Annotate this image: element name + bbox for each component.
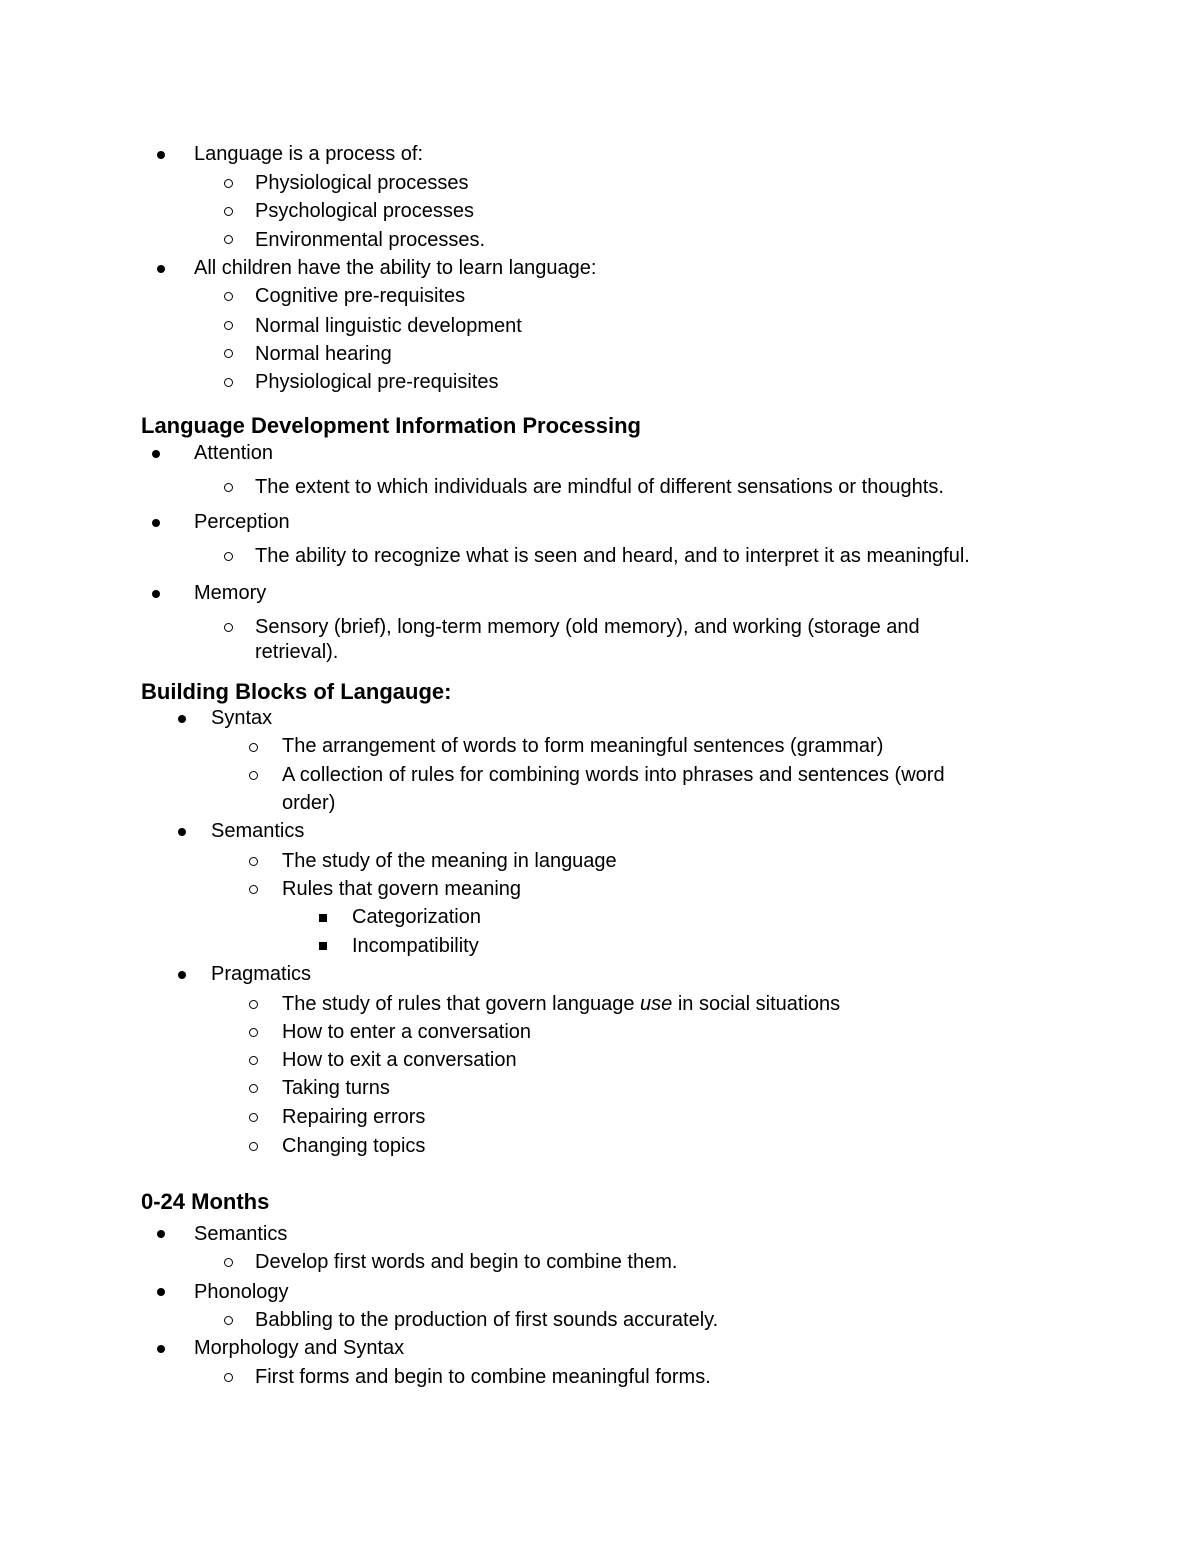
bullet-disc-icon	[178, 828, 186, 836]
sub-item-text-continued: retrieval).	[255, 641, 339, 663]
subsub-item-text: Categorization	[352, 906, 481, 928]
emphasis-text: use	[640, 993, 673, 1015]
list-item-text: Morphology and Syntax	[194, 1337, 405, 1359]
bullet-disc-icon	[152, 519, 160, 527]
bullet-circle-icon	[249, 1084, 258, 1093]
bullet-circle-icon	[224, 321, 233, 330]
bullet-circle-icon	[224, 235, 233, 244]
bullet-disc-icon	[157, 1230, 165, 1238]
sub-item-text: Repairing errors	[282, 1106, 426, 1128]
sub-item-text-continued: order)	[282, 792, 336, 814]
bullet-disc-icon	[157, 151, 165, 159]
text-run: The study of rules that govern language	[282, 993, 641, 1015]
bullet-square-icon	[319, 942, 327, 950]
bullet-circle-icon	[249, 743, 258, 752]
list-item-text: Pragmatics	[211, 963, 312, 985]
sub-item-text: Psychological processes	[255, 200, 474, 222]
list-item-text: All children have the ability to learn language:	[194, 257, 597, 279]
list-item-text: Syntax	[211, 707, 273, 729]
sub-item-text: Physiological processes	[255, 172, 469, 194]
list-item-text: Attention	[194, 442, 273, 464]
list-item-text: Memory	[194, 582, 267, 604]
sub-item-text: Sensory (brief), long-term memory (old memory), and working (storage and	[255, 616, 920, 638]
sub-item-text: Babbling to the production of first sounds accurately.	[255, 1309, 719, 1331]
bullet-circle-icon	[249, 1113, 258, 1122]
bullet-circle-icon	[224, 623, 233, 632]
sub-item-text: The ability to recognize what is seen and heard, and to interpret it as meaningful.	[255, 545, 970, 567]
sub-item-text: The study of the meaning in language	[282, 850, 617, 872]
bullet-circle-icon	[224, 552, 233, 561]
sub-item-text: A collection of rules for combining words into phrases and sentences (word	[282, 764, 945, 786]
sub-item-text: The extent to which individuals are mindful of different sensations or thoughts.	[255, 476, 944, 498]
sub-item-text: Changing topics	[282, 1135, 426, 1157]
sub-item-text: Cognitive pre-requisites	[255, 285, 466, 307]
list-item-text: Semantics	[194, 1223, 288, 1245]
bullet-circle-icon	[224, 1373, 233, 1382]
list-item-text: Semantics	[211, 820, 305, 842]
bullet-circle-icon	[224, 179, 233, 188]
list-item-text: Perception	[194, 511, 290, 533]
bullet-disc-icon	[157, 1288, 165, 1296]
bullet-circle-icon	[224, 378, 233, 387]
sub-item-text: The arrangement of words to form meaningful sentences (grammar)	[282, 735, 884, 757]
sub-item-text: Normal linguistic development	[255, 315, 522, 337]
bullet-square-icon	[319, 914, 327, 922]
bullet-circle-icon	[249, 857, 258, 866]
bullet-circle-icon	[224, 292, 233, 301]
sub-item-text: How to enter a conversation	[282, 1021, 532, 1043]
sub-item-text: Develop first words and begin to combine them.	[255, 1251, 678, 1273]
text-run: in social situations	[672, 993, 841, 1015]
section-heading: Building Blocks of Langauge:	[141, 679, 452, 704]
sub-item-text: How to exit a conversation	[282, 1049, 517, 1071]
sub-item-text: Rules that govern meaning	[282, 878, 522, 900]
list-item-text: Language is a process of:	[194, 143, 424, 165]
bullet-circle-icon	[224, 483, 233, 492]
bullet-circle-icon	[249, 885, 258, 894]
bullet-circle-icon	[224, 1258, 233, 1267]
section-heading: 0-24 Months	[141, 1189, 270, 1214]
sub-item-text: Normal hearing	[255, 343, 392, 365]
sub-item-text: Taking turns	[282, 1077, 390, 1099]
bullet-circle-icon	[224, 1316, 233, 1325]
sub-item-text: Environmental processes.	[255, 229, 486, 251]
bullet-disc-icon	[178, 971, 186, 979]
sub-item-text: Physiological pre-requisites	[255, 371, 499, 393]
bullet-circle-icon	[224, 349, 233, 358]
subsub-item-text: Incompatibility	[352, 935, 479, 957]
bullet-disc-icon	[152, 450, 160, 458]
section-heading: Language Development Information Processing	[141, 413, 641, 438]
list-item-text: Phonology	[194, 1281, 289, 1303]
bullet-disc-icon	[152, 590, 160, 598]
bullet-disc-icon	[178, 715, 186, 723]
bullet-circle-icon	[249, 1142, 258, 1151]
sub-item-text	[282, 991, 840, 1017]
bullet-circle-icon	[249, 1056, 258, 1065]
sub-item-text: First forms and begin to combine meaningful forms.	[255, 1366, 711, 1388]
bullet-circle-icon	[224, 207, 233, 216]
bullet-circle-icon	[249, 1000, 258, 1009]
bullet-circle-icon	[249, 1028, 258, 1037]
bullet-disc-icon	[157, 1345, 165, 1353]
bullet-disc-icon	[157, 265, 165, 273]
bullet-circle-icon	[249, 771, 258, 780]
